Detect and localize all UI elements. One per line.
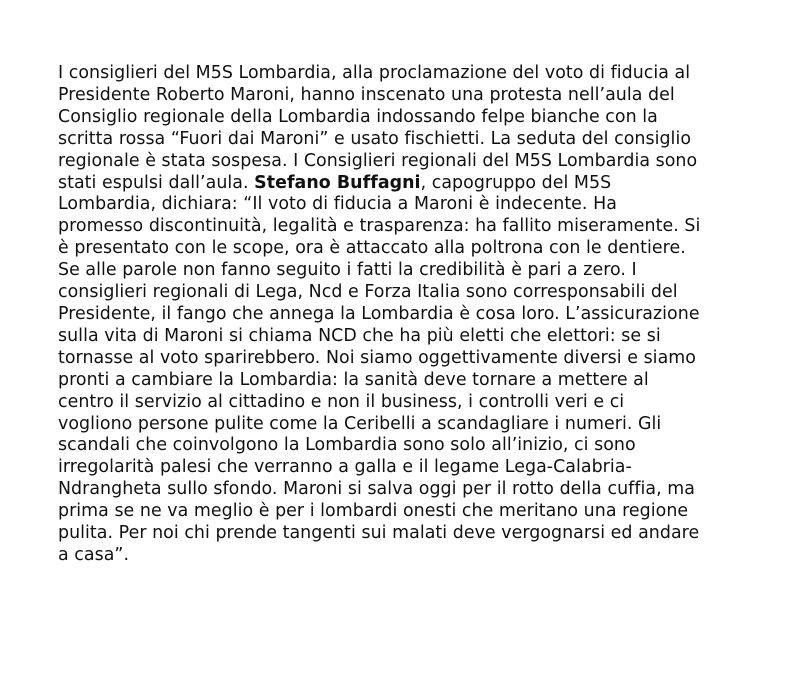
- article-body: [58, 63, 748, 567]
- article-text-intro: I consiglieri del M5S Lombardia, alla proclamazione del voto di fiducia al Presidente Roberto Maroni, hanno inscenato una protesta nell’aula del Consiglio regionale della Lombardia indossando felpe bianche con la scritta rossa “Fuori dai Maroni” e usato fischietti. La seduta del consiglio regionale è stata sospesa. I Consiglieri regionali del M5S Lombardia sono stati espulsi dall’aula.: [58, 63, 698, 193]
- article-text-quote: , capogruppo del M5S Lombardia, dichiara: “Il voto di fiducia a Maroni è indecente. Ha promesso discontinuità, legalità e trasparenza: ha fallito miseramente. Si è presentato con le scope, ora è attaccato alla poltrona con le dentiere. Se alle parole non fanno seguito i fatti la credibilità è pari a zero. I consiglieri regionali di Lega, Ncd e Forza Italia sono corresponsabili del Presidente, il fango che annega la Lombardia è cosa loro. L’assicurazione sulla vita di Maroni si chiama NCD che ha più eletti che elettori: se si tornasse al voto sparirebbero. Noi siamo oggettivamente diversi e siamo pronti a cambiare la Lombardia: la sanità deve tornare a mettere al centro il servizio al cittadino e non il business, i controlli veri e ci vogliono persone pulite come la Ceribelli a scandagliare i numeri. Gli scandali che coinvolgono la Lombardia sono solo all’inizio, ci sono irregolarità palesi che verranno a galla e il legame Lega-Calabria- Ndrangheta sullo sfondo. Maroni si salva oggi per il rotto della cuffia, ma prima se ne va meglio è per i lombardi onesti che meritano una regione pulita. Per noi chi prende tangenti sui malati deve vergognarsi ed andare a casa”.: [58, 172, 701, 565]
- speaker-name: Stefano Buffagni: [254, 172, 421, 193]
- article-paragraph: [58, 63, 748, 567]
